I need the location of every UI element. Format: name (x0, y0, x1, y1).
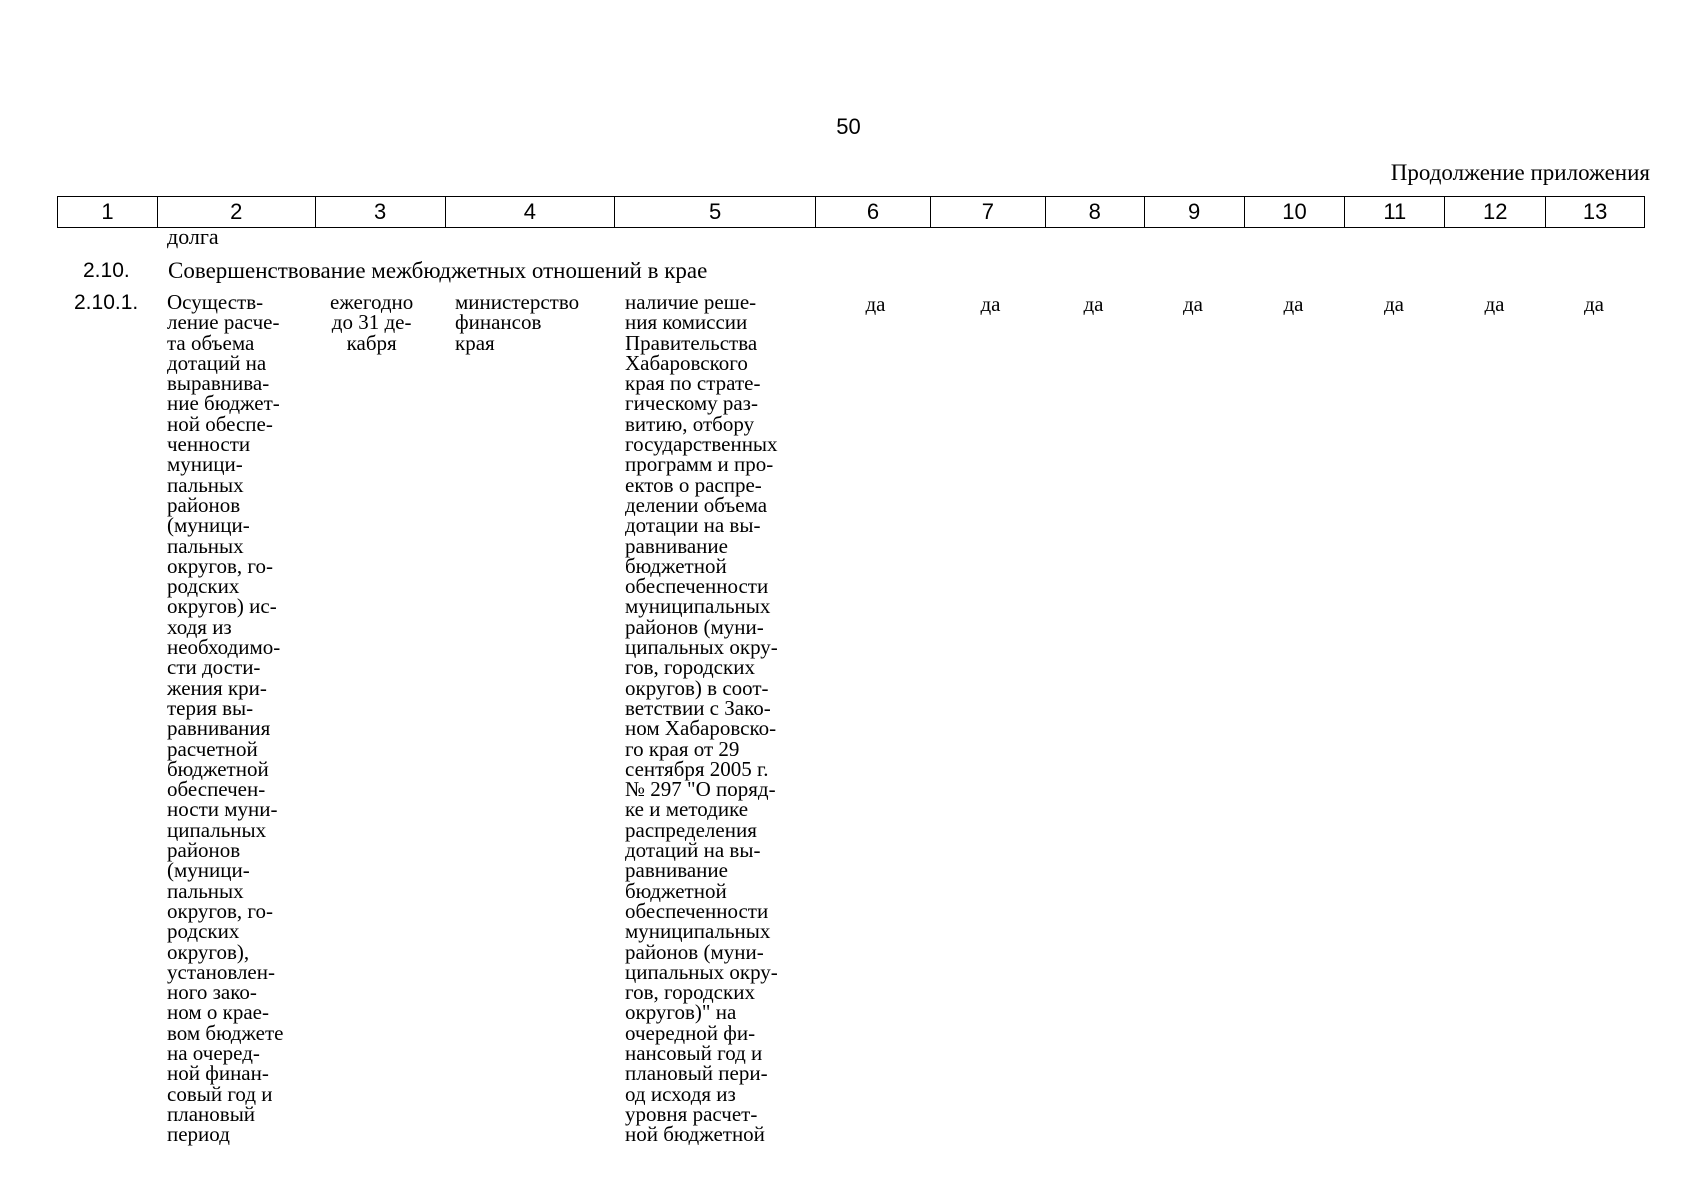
header-cell-13: 13 (1582, 199, 1608, 224)
item-indicator-text: наличие реше- ния комиссии Правительства Хабаровского края по страте- гическому раз- витию, отбору государственных программ и про- ектов о распре- делении объема дотации на вы- равнивание бюджетной обеспеченности муниципальных районов (муни- ципальных окру- гов, городских округов) в соот- ветствии с Зако- ном Хабаровско- го края от 29 сентября 2005 г. № 297 "О поряд- ке и методике распределения дотаций на вы- равнивание бюджетной обеспеченности муниципальных районов (муни- ципальных окру- гов, городских округов)" на очередной фи- нансовый год и плановый пери- од исходя из уровня расчет- ной бюджетной (625, 290, 778, 1147)
item-number: 2.10.1. (74, 291, 139, 314)
carryover-text: долга (167, 224, 219, 249)
value-col-13: да (1583, 292, 1604, 316)
header-cell-3: 3 (316, 197, 446, 227)
item-deadline-text: ежегодно до 31 де- кабря (330, 290, 414, 355)
header-cell-6: 6 (816, 197, 931, 227)
header-cell-1: 1 (58, 197, 158, 227)
page-number: 50 (836, 114, 861, 139)
value-col-10: да (1283, 292, 1304, 316)
header-cell-2: 2 (158, 197, 316, 227)
value-col-12: да (1484, 292, 1505, 316)
section-number: 2.10. (83, 259, 130, 282)
header-cell-9: 9 (1145, 197, 1245, 227)
header-cell-4: 4 (446, 197, 616, 227)
value-col-7: да (980, 292, 1001, 316)
header-cell-7: 7 (931, 197, 1046, 227)
continuation-label: Продолжение приложения (1390, 160, 1650, 185)
header-cell-12: 12 (1445, 197, 1546, 227)
value-col-8: да (1083, 292, 1104, 316)
table-header-row (57, 196, 1645, 228)
header-cell-8: 8 (1046, 197, 1145, 227)
item-executor-text: министерство финансов края (455, 290, 580, 355)
section-title: Совершенствование межбюджетных отношений в крае (168, 258, 708, 283)
header-cell-11: 11 (1345, 197, 1445, 227)
value-col-11: да (1383, 292, 1404, 316)
header-cell-10: 10 (1245, 197, 1346, 227)
value-col-9: да (1182, 292, 1203, 316)
item-measure-text: Осуществ- ление расче- та объема дотаций на выравнива- ние бюджет- ной обеспе- ченности муници- пальных районов (муници- пальных округов, го- родских округов) ис- ходя из необходимо- сти дости- жения кри- терия вы- равнивания расчетной бюджетной обеспечен- ности муни- ципальных районов (муници- пальных округов, го- родских округов), установлен- ного зако- ном о крае- вом бюджете на очеред- ной финан- совый год и плановый период (167, 290, 284, 1147)
header-cell-5: 5 (615, 197, 816, 227)
value-col-6: да (865, 292, 886, 316)
